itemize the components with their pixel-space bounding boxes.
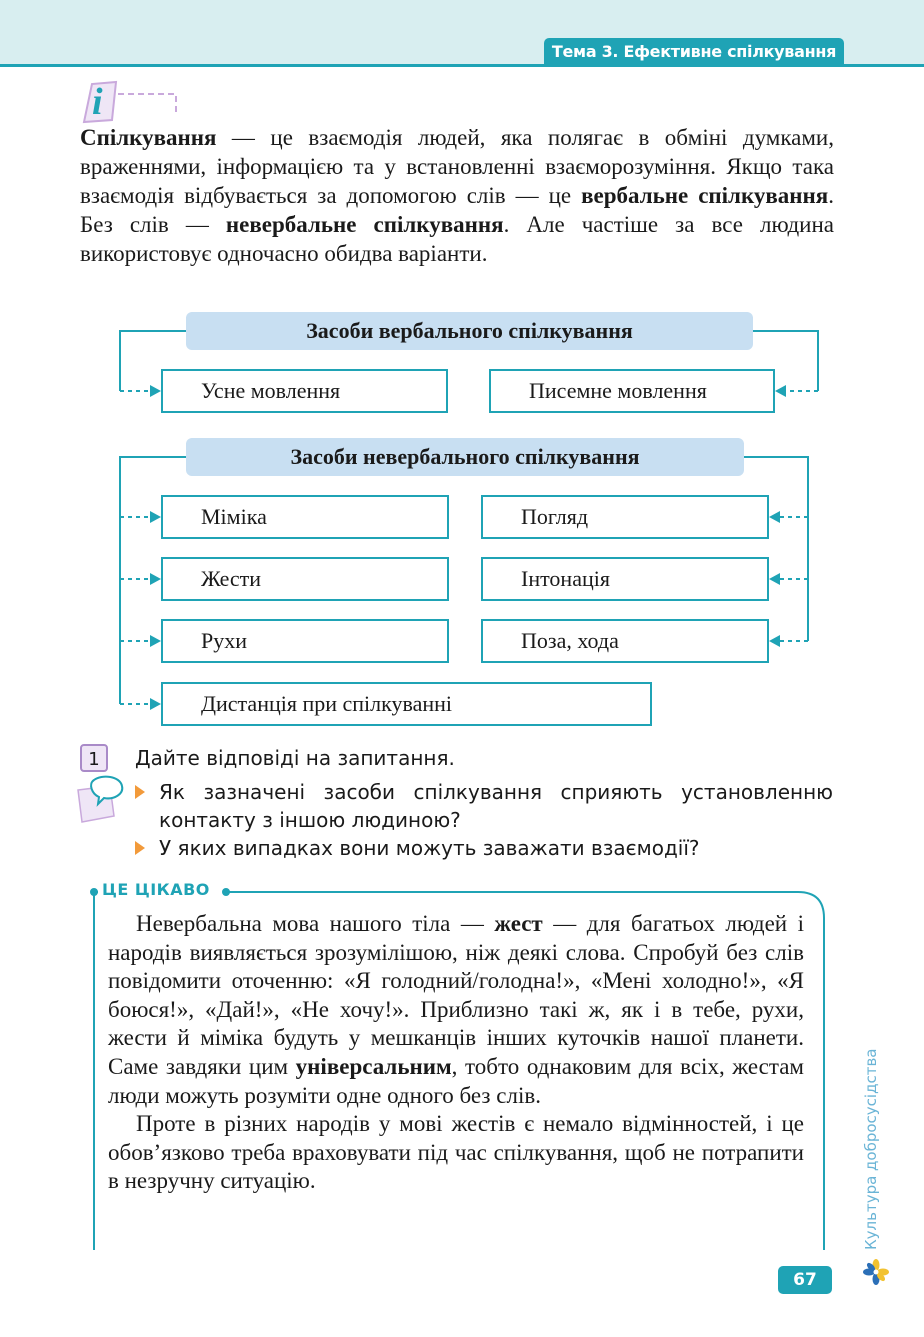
section-side-title [862, 1048, 886, 1250]
fact-paragraph-2: Проте в різних народів у мові жестів є немало відмінностей, і це обов’язково треба враховувати під час спілкування, щоб не потрапити в незручну ситуацію. [108, 1111, 804, 1194]
verbal-means-title: Засоби вербального спілкування [186, 312, 753, 350]
intro-text-1: — це взаємодія людей, яка полягає в обміні думками, враженнями, інформацією та у встановленні взаєморозуміння. Якщо така взаємодія відбувається за допомогою слів — це [80, 125, 834, 208]
flower-icon [862, 1258, 890, 1286]
fact-term-universal: універсальним [295, 1053, 452, 1079]
intro-paragraph [80, 123, 834, 268]
intro-text-3: . Але частіше за все людина використовує одночасно обидва варіанти. [80, 212, 834, 266]
bullet-triangle-icon [135, 841, 145, 855]
nonverbal-box-gestures: Жести [161, 557, 449, 601]
fact-text-3: , тобто однаковим для всіх, жестам люди можуть розуміти одне одного без слів. [108, 1053, 804, 1108]
fact-label: ЦЕ ЦІКАВО [98, 880, 216, 899]
term-nonverbal: невербальне спілкування [225, 212, 504, 237]
bullet-triangle-icon [135, 785, 145, 799]
term-communication: Спілкування [80, 125, 217, 150]
nonverbal-box-posture: Поза, хода [481, 619, 769, 663]
task-title: Дайте відповіді на запитання. [135, 746, 455, 770]
nonverbal-box-movements: Рухи [161, 619, 449, 663]
page-number: 67 [778, 1266, 832, 1294]
side-title-text: Культура добросусідства [862, 1048, 880, 1250]
verbal-box-written: Писемне мовлення [489, 369, 775, 413]
term-verbal: вербальне спілкування [581, 183, 829, 208]
discussion-icon [74, 772, 128, 826]
verbal-box-oral: Усне мовлення [161, 369, 448, 413]
question-item [135, 834, 833, 862]
topic-tab: Тема 3. Ефективне спілкування [544, 38, 844, 65]
question-list [135, 778, 833, 862]
question-text: У яких випадках вони можуть заважати взаємодії? [159, 836, 700, 860]
task-number: 1 [80, 744, 108, 772]
nonverbal-box-mimic: Міміка [161, 495, 449, 539]
fact-text-1: Невербальна мова нашого тіла — [136, 911, 495, 936]
nonverbal-box-intonation: Інтонація [481, 557, 769, 601]
fact-paragraph-1 [108, 910, 804, 1110]
question-item [135, 778, 833, 834]
question-text: Як зазначені засоби спілкування сприяють установленню контакту з іншою людиною? [159, 780, 833, 832]
svg-text:i: i [92, 81, 103, 123]
nonverbal-means-title: Засоби невербального спілкування [186, 438, 744, 476]
fact-term-gesture: жест [494, 911, 543, 936]
fact-text-2: — для багатьох людей і народів виявляється зрозумілішою, ніж деякі слова. Спробуй без слів повідомити оточенню: «Я голодний/голодна!», «Мені холодно!», «Я боюся!», «Дай!», «Не хочу!». Приблизно такі ж, як і в тебе, рухи, жести й міміка будуть у мешканців інших куточків нашої планети. Саме завдяки цим [108, 911, 804, 1079]
fact-text [108, 910, 804, 1196]
nonverbal-box-distance: Дистанція при спілкуванні [161, 682, 652, 726]
nonverbal-box-gaze: Погляд [481, 495, 769, 539]
intro-text-2: . Без слів — [80, 183, 835, 237]
